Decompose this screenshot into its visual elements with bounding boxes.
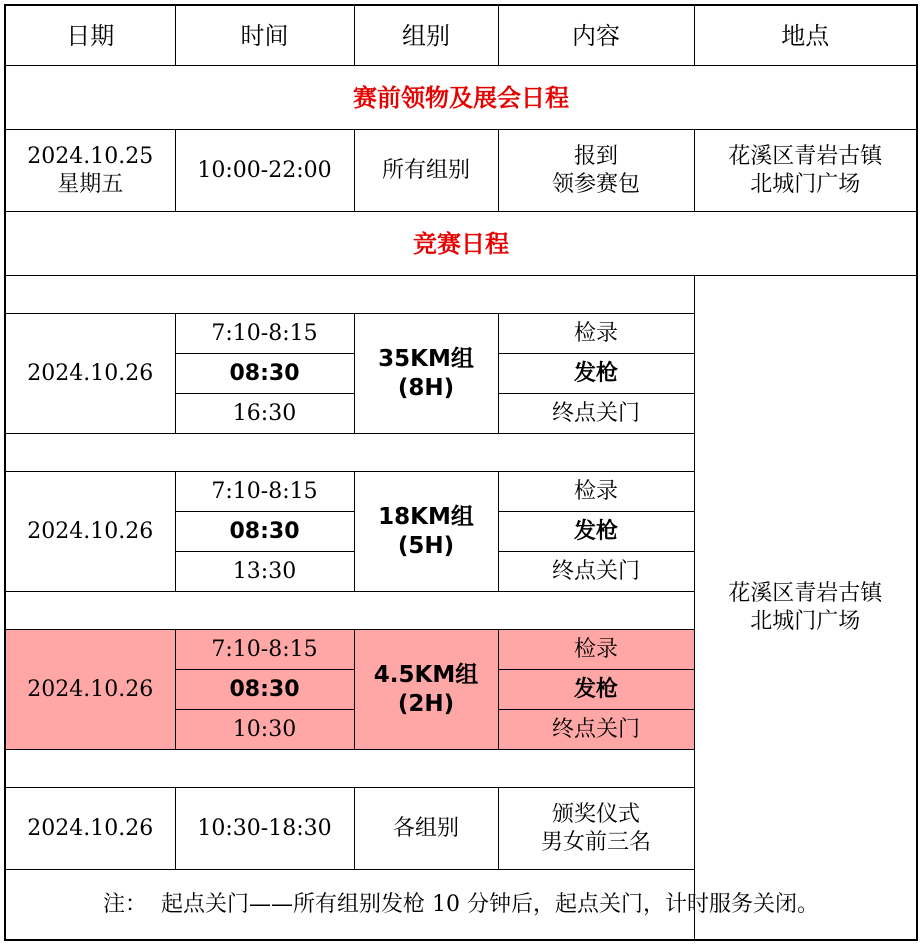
group-4-5km-label: 4.5KM组 bbox=[373, 661, 479, 688]
group-4-5km-content-1: 检录 bbox=[498, 630, 694, 670]
spacer-cell bbox=[5, 592, 694, 630]
group-4-5km-name bbox=[354, 630, 498, 750]
header-row bbox=[5, 5, 917, 66]
expo-content bbox=[498, 130, 694, 212]
section-race-title: 竞赛日程 bbox=[5, 212, 917, 276]
awards-date: 2024.10.26 bbox=[5, 788, 175, 870]
expo-group: 所有组别 bbox=[354, 130, 498, 212]
note-text: 注： 起点关门——所有组别发枪 10 分钟后，起点关门，计时服务关闭。 bbox=[5, 870, 917, 941]
expo-time: 10:00-22:00 bbox=[175, 130, 354, 212]
group-18km-time-1: 7:10-8:15 bbox=[175, 472, 354, 512]
spacer-cell bbox=[5, 750, 694, 788]
group-18km-label: 18KM组 bbox=[378, 503, 474, 530]
group-18km-time-2: 08:30 bbox=[175, 512, 354, 552]
group-18km-time-3: 13:30 bbox=[175, 552, 354, 592]
group-4-5km-limit: (2H) bbox=[397, 690, 455, 717]
expo-date-line2: 星期五 bbox=[57, 171, 124, 197]
group-18km-content-2: 发枪 bbox=[498, 512, 694, 552]
group-18km-content-3: 终点关门 bbox=[498, 552, 694, 592]
group-4-5km-time-3: 10:30 bbox=[175, 710, 354, 750]
header-time: 时间 bbox=[175, 5, 354, 66]
spacer-cell bbox=[5, 276, 694, 314]
group-4-5km-date: 2024.10.26 bbox=[5, 630, 175, 750]
group-35km-content-3: 终点关门 bbox=[498, 394, 694, 434]
expo-content-line1: 报到 bbox=[573, 144, 618, 169]
expo-row bbox=[5, 130, 917, 212]
group-4-5km-content-2: 发枪 bbox=[498, 670, 694, 710]
group-18km-name bbox=[354, 472, 498, 592]
group-35km-name bbox=[354, 314, 498, 434]
header-date: 日期 bbox=[5, 5, 175, 66]
group-35km-label: 35KM组 bbox=[378, 345, 474, 372]
expo-date-line1: 2024.10.25 bbox=[27, 144, 154, 169]
header-content: 内容 bbox=[498, 5, 694, 66]
group-4-5km-content-3: 终点关门 bbox=[498, 710, 694, 750]
expo-date bbox=[5, 130, 175, 212]
expo-location-line2: 北城门广场 bbox=[750, 171, 861, 197]
section-expo-row bbox=[5, 66, 917, 130]
race-location bbox=[694, 276, 917, 941]
section-race-row bbox=[5, 212, 917, 276]
expo-content-line2: 领参赛包 bbox=[551, 171, 640, 197]
spacer-cell bbox=[5, 434, 694, 472]
group-35km-time-2: 08:30 bbox=[175, 354, 354, 394]
schedule-table bbox=[4, 4, 918, 941]
spacer-row bbox=[5, 276, 917, 314]
awards-content bbox=[498, 788, 694, 870]
race-location-line1: 花溪区青岩古镇 bbox=[728, 581, 883, 606]
group-35km-content-2: 发枪 bbox=[498, 354, 694, 394]
group-4-5km-time-2: 08:30 bbox=[175, 670, 354, 710]
group-35km-content-1: 检录 bbox=[498, 314, 694, 354]
awards-time: 10:30-18:30 bbox=[175, 788, 354, 870]
group-18km-date: 2024.10.26 bbox=[5, 472, 175, 592]
group-18km-content-1: 检录 bbox=[498, 472, 694, 512]
header-group: 组别 bbox=[354, 5, 498, 66]
header-location: 地点 bbox=[694, 5, 917, 66]
race-location-line2: 北城门广场 bbox=[750, 608, 861, 634]
group-4-5km-time-1: 7:10-8:15 bbox=[175, 630, 354, 670]
section-expo-title: 赛前领物及展会日程 bbox=[5, 66, 917, 130]
awards-content-line1: 颁奖仪式 bbox=[551, 802, 640, 827]
note-row bbox=[5, 870, 917, 941]
group-35km-time-1: 7:10-8:15 bbox=[175, 314, 354, 354]
group-35km-time-3: 16:30 bbox=[175, 394, 354, 434]
awards-content-line2: 男女前三名 bbox=[540, 829, 651, 855]
expo-location-line1: 花溪区青岩古镇 bbox=[728, 144, 883, 169]
expo-location bbox=[694, 130, 917, 212]
group-35km-limit: (8H) bbox=[397, 374, 455, 401]
group-18km-limit: (5H) bbox=[397, 532, 455, 559]
group-35km-date: 2024.10.26 bbox=[5, 314, 175, 434]
awards-group: 各组别 bbox=[354, 788, 498, 870]
